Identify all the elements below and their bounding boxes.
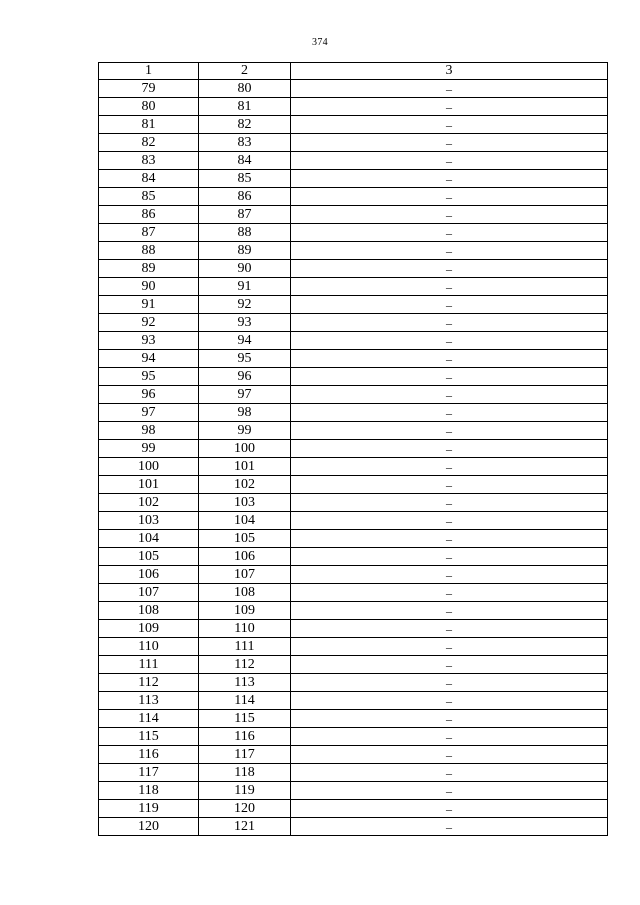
table-cell-col-2: 117 [199,746,291,764]
table-row [99,656,608,674]
table-cell-col-1: 79 [99,80,199,98]
table-cell-col-3: – [291,440,608,458]
table-cell-col-3: – [291,386,608,404]
table-cell-col-2: 92 [199,296,291,314]
table-cell-col-2: 114 [199,692,291,710]
table-cell-col-3: – [291,746,608,764]
table-cell-col-3: – [291,692,608,710]
table-row [99,584,608,602]
table-row [99,818,608,836]
table-cell-col-2: 102 [199,476,291,494]
table-cell-col-1: 108 [99,602,199,620]
table-cell-col-3: – [291,530,608,548]
column-header-3: 3 [291,63,608,80]
table-cell-col-1: 89 [99,260,199,278]
table-cell-col-3: – [291,818,608,836]
table-row [99,782,608,800]
table-cell-col-2: 80 [199,80,291,98]
table-cell-col-1: 84 [99,170,199,188]
table-cell-col-1: 114 [99,710,199,728]
table-row [99,80,608,98]
table-cell-col-2: 99 [199,422,291,440]
table-cell-col-1: 90 [99,278,199,296]
table-cell-col-2: 120 [199,800,291,818]
table-cell-col-1: 103 [99,512,199,530]
table-cell-col-2: 119 [199,782,291,800]
table-cell-col-2: 88 [199,224,291,242]
table-row [99,296,608,314]
table-cell-col-1: 106 [99,566,199,584]
table-cell-col-3: – [291,242,608,260]
table-row [99,260,608,278]
page-number: 374 [312,37,328,48]
table-row [99,404,608,422]
table-body [99,80,608,836]
table-cell-col-2: 81 [199,98,291,116]
table-cell-col-3: – [291,674,608,692]
table-row [99,512,608,530]
table-cell-col-1: 111 [99,656,199,674]
table-cell-col-2: 112 [199,656,291,674]
table-cell-col-1: 110 [99,638,199,656]
table-cell-col-2: 86 [199,188,291,206]
table-row [99,440,608,458]
table-cell-col-2: 115 [199,710,291,728]
table-cell-col-1: 82 [99,134,199,152]
table-row [99,620,608,638]
table-cell-col-1: 85 [99,188,199,206]
table-row [99,692,608,710]
table-cell-col-2: 116 [199,728,291,746]
table-cell-col-2: 104 [199,512,291,530]
table-cell-col-3: – [291,188,608,206]
table-row [99,710,608,728]
table-cell-col-3: – [291,458,608,476]
table-cell-col-2: 89 [199,242,291,260]
table-cell-col-3: – [291,620,608,638]
table-cell-col-3: – [291,170,608,188]
table-cell-col-1: 86 [99,206,199,224]
table-cell-col-2: 109 [199,602,291,620]
table-cell-col-3: – [291,350,608,368]
table-cell-col-2: 113 [199,674,291,692]
table-row [99,368,608,386]
table-cell-col-1: 80 [99,98,199,116]
table-cell-col-2: 96 [199,368,291,386]
table-cell-col-3: – [291,800,608,818]
table-row [99,278,608,296]
table-cell-col-3: – [291,602,608,620]
table-cell-col-1: 95 [99,368,199,386]
table-cell-col-1: 102 [99,494,199,512]
table-row [99,188,608,206]
table-row [99,242,608,260]
table-cell-col-1: 119 [99,800,199,818]
table-row [99,152,608,170]
table-cell-col-2: 94 [199,332,291,350]
table-row [99,170,608,188]
table-cell-col-3: – [291,422,608,440]
table-cell-col-2: 98 [199,404,291,422]
table-cell-col-3: – [291,476,608,494]
table-cell-col-2: 87 [199,206,291,224]
table-cell-col-3: – [291,206,608,224]
table-cell-col-1: 99 [99,440,199,458]
table-cell-col-3: – [291,134,608,152]
table-row [99,476,608,494]
table-cell-col-1: 98 [99,422,199,440]
table-row [99,494,608,512]
table-cell-col-3: – [291,728,608,746]
table-cell-col-2: 85 [199,170,291,188]
table-cell-col-1: 101 [99,476,199,494]
table-row [99,422,608,440]
table-cell-col-1: 105 [99,548,199,566]
table-cell-col-1: 96 [99,386,199,404]
table-cell-col-3: – [291,80,608,98]
table-cell-col-1: 83 [99,152,199,170]
table-cell-col-2: 110 [199,620,291,638]
table-cell-col-2: 111 [199,638,291,656]
table-cell-col-1: 115 [99,728,199,746]
table-cell-col-3: – [291,494,608,512]
table-cell-col-2: 95 [199,350,291,368]
table-cell-col-2: 121 [199,818,291,836]
table-cell-col-3: – [291,548,608,566]
table-cell-col-3: – [291,764,608,782]
table-cell-col-1: 93 [99,332,199,350]
table-row [99,674,608,692]
table-cell-col-2: 105 [199,530,291,548]
table-cell-col-2: 84 [199,152,291,170]
table-cell-col-1: 116 [99,746,199,764]
table-cell-col-3: – [291,656,608,674]
table-cell-col-1: 117 [99,764,199,782]
table-cell-col-3: – [291,98,608,116]
table-cell-col-1: 81 [99,116,199,134]
table-cell-col-3: – [291,710,608,728]
table-row [99,530,608,548]
table-cell-col-3: – [291,260,608,278]
table-row [99,764,608,782]
table-cell-col-2: 103 [199,494,291,512]
table-cell-col-2: 93 [199,314,291,332]
table-row [99,602,608,620]
table-cell-col-1: 109 [99,620,199,638]
table-cell-col-2: 106 [199,548,291,566]
table-cell-col-1: 97 [99,404,199,422]
table-row [99,548,608,566]
table-cell-col-2: 101 [199,458,291,476]
column-header-1: 1 [99,63,199,80]
table-cell-col-2: 108 [199,584,291,602]
table-cell-col-3: – [291,368,608,386]
table-cell-col-1: 87 [99,224,199,242]
table-cell-col-2: 107 [199,566,291,584]
table-cell-col-3: – [291,314,608,332]
table-cell-col-2: 82 [199,116,291,134]
table-cell-col-3: – [291,566,608,584]
table-cell-col-3: – [291,404,608,422]
table-cell-col-2: 83 [199,134,291,152]
table-cell-col-3: – [291,278,608,296]
column-header-2: 2 [199,63,291,80]
table-row [99,638,608,656]
table-cell-col-3: – [291,782,608,800]
table-cell-col-1: 104 [99,530,199,548]
table-row [99,224,608,242]
data-table [98,62,608,836]
table-cell-col-3: – [291,224,608,242]
table-cell-col-2: 100 [199,440,291,458]
table-cell-col-3: – [291,638,608,656]
table-cell-col-1: 113 [99,692,199,710]
table-cell-col-3: – [291,512,608,530]
table-row [99,98,608,116]
table-cell-col-1: 94 [99,350,199,368]
table-cell-col-1: 118 [99,782,199,800]
table-cell-col-2: 91 [199,278,291,296]
table-row [99,206,608,224]
table-row [99,566,608,584]
table-cell-col-2: 97 [199,386,291,404]
table-cell-col-1: 88 [99,242,199,260]
table-row [99,314,608,332]
table-cell-col-2: 90 [199,260,291,278]
table-row [99,800,608,818]
table-row [99,458,608,476]
table-row [99,386,608,404]
table-cell-col-1: 100 [99,458,199,476]
table-cell-col-3: – [291,116,608,134]
table-row [99,134,608,152]
table-cell-col-1: 112 [99,674,199,692]
table-cell-col-2: 118 [199,764,291,782]
table-row [99,116,608,134]
table-cell-col-1: 92 [99,314,199,332]
table-cell-col-1: 120 [99,818,199,836]
table-cell-col-1: 91 [99,296,199,314]
table-header-row [99,63,608,80]
table-cell-col-1: 107 [99,584,199,602]
table-cell-col-3: – [291,152,608,170]
table-row [99,350,608,368]
table-cell-col-3: – [291,296,608,314]
table-row [99,746,608,764]
table-cell-col-3: – [291,584,608,602]
table-row [99,332,608,350]
table-cell-col-3: – [291,332,608,350]
table-row [99,728,608,746]
